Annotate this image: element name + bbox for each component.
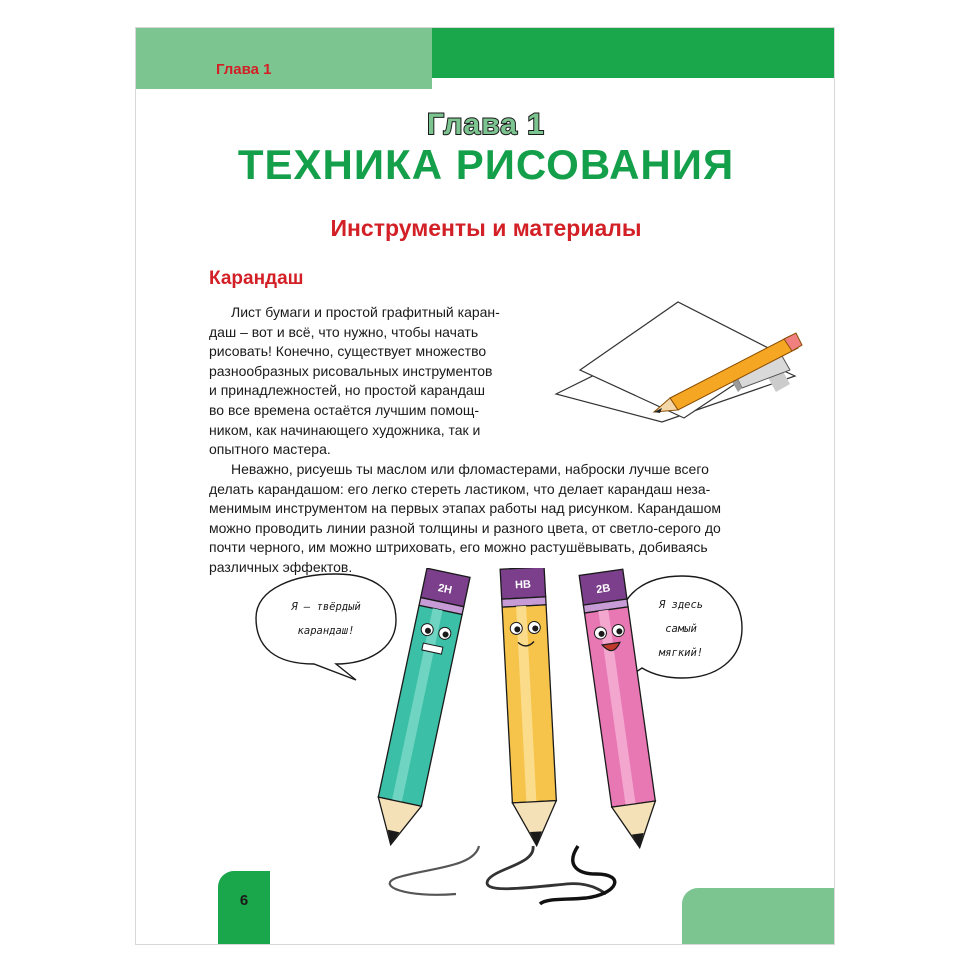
header-page-top [136,89,835,109]
paragraph-line: во все времена остаётся лучшим помощ- [209,401,480,418]
bubble-right-line: мягкий! [658,647,704,659]
paragraph-line: почти черного, им можно штриховать, его можно растушёвывать, добиваясь [209,539,708,556]
bubble-right-line: самый [665,623,697,635]
scribble-dark [540,846,615,904]
paragraph-line: Лист бумаги и простой графитный каран- [231,304,500,320]
bubble-left-line: Я – твёрдый [291,601,361,613]
bubble-right-line: Я здесь [658,599,704,611]
pencil-hb-icon [500,568,558,847]
paragraph-line: рисовать! Конечно, существует множество [209,343,487,360]
paragraph-1 [209,303,561,460]
chapter-title: ТЕХНИКА РИСОВАНИЯ [237,141,735,188]
scribble-medium [487,846,606,894]
page-number: 6 [239,892,249,909]
section-title: Инструменты и материалы [330,215,642,241]
chapter-number: Глава 1 [426,108,545,141]
pencil-label-2b: 2B [595,582,612,597]
paragraph-line: разнообразных рисовальных инструментов [209,362,493,379]
paragraph-line: различных эффектов. [209,558,353,575]
subsection-title: Карандаш [209,268,304,289]
pencils-illustration [226,568,746,908]
chapter-tab-label: Глава 1 [216,61,272,78]
pencil-label-2h: 2H [436,582,454,597]
footer-band [682,888,835,945]
pencil-label-hb: HB [514,578,532,592]
paragraph-line: даш – вот и всё, что нужно, чтобы начать [209,323,479,340]
scribble-light [390,846,479,895]
header-band-light [136,28,432,78]
speech-bubble-left [256,574,396,680]
paper-pencil-illustration [550,294,806,424]
page [135,27,835,945]
header-band-dark [432,28,835,78]
paragraph-line: можно проводить линии разной толщины и разного цвета, от светло-серого до [209,519,721,536]
paragraph-line: ником, как начинающего художника, так и [209,421,481,438]
paragraph-line: опытного мастера. [209,441,331,458]
paragraph-line: и принадлежностей, но простой карандаш [209,382,485,399]
paragraph-line: менимым инструментом на первых этапах работы над рисунком. Карандашом [209,500,722,517]
paragraph-2 [209,460,805,578]
bubble-left-line: карандаш! [297,625,355,637]
paragraph-line: делать карандашом: его легко стереть ластиком, что делает карандаш неза- [209,480,711,497]
paragraph-line: Неважно, рисуешь ты маслом или фломастерами, наброски лучше всего [231,461,709,477]
